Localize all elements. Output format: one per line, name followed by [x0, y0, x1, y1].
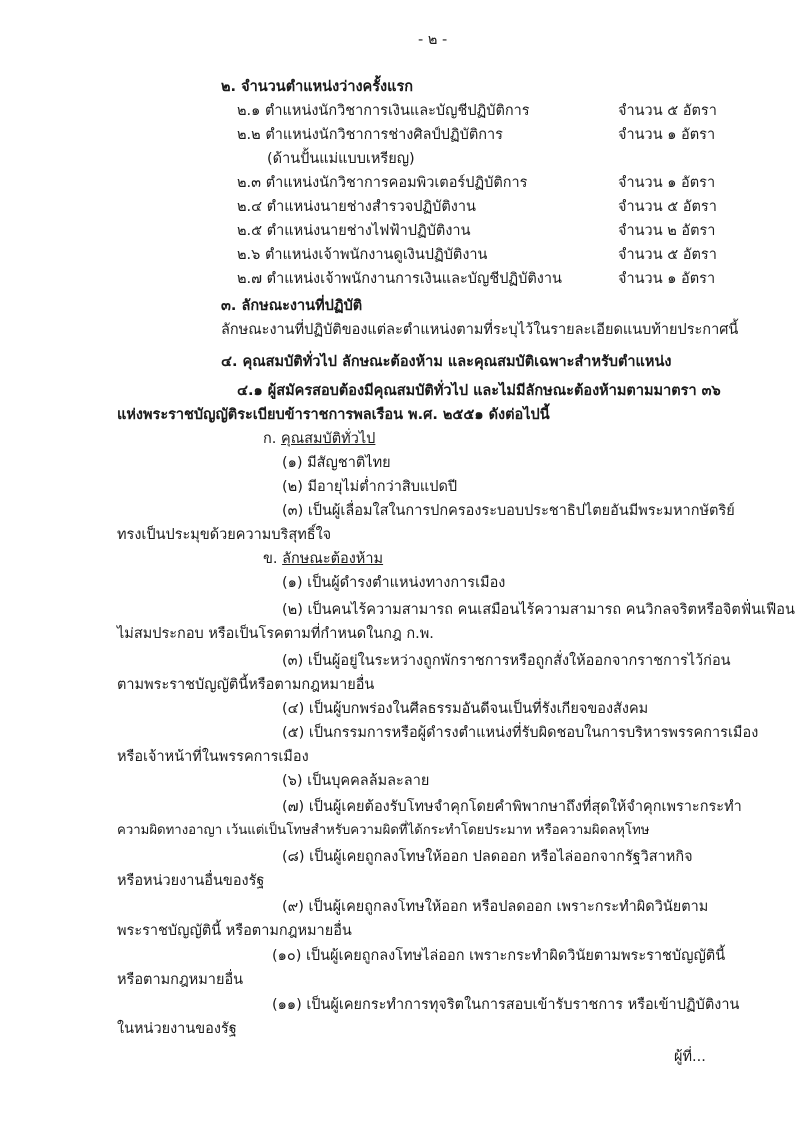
position-2-5-count: จำนวน ๒ อัตรา [618, 223, 716, 239]
general-item-1: (๑) มีสัญชาติไทย [282, 455, 391, 471]
prohibited-item-8b: หรือหน่วยงานอื่นของรัฐ [117, 873, 265, 889]
position-2-4-count: จำนวน ๕ อัตรา [618, 199, 717, 215]
prohibited-item-1: (๑) เป็นผู้ดำรงตำแหน่งทางการเมือง [282, 575, 506, 591]
prohibited-prefix: ข. [263, 551, 278, 567]
position-2-3-count: จำนวน ๑ อัตรา [618, 175, 716, 191]
section-2-heading: ๒. จำนวนตำแหน่งว่างครั้งแรก [221, 79, 414, 95]
general-qualifications-heading [263, 429, 375, 449]
general-item-2: (๒) มีอายุไม่ต่ำกว่าสิบแปดปี [282, 479, 458, 495]
prohibited-item-7b: ความผิดทางอาญา เว้นแต่เป็นโทษสำหรับความผิดที่ได้กระทำโดยประมาท หรือความผิดลหุโทษ [117, 823, 650, 838]
position-2-7-count: จำนวน ๑ อัตรา [618, 271, 716, 287]
prohibited-item-2b: ไม่สมประกอบ หรือเป็นโรคตามที่กำหนดในกฎ ก.พ. [117, 626, 434, 642]
prohibited-item-8a: (๘) เป็นผู้เคยถูกลงโทษให้ออก ปลดออก หรือไล่ออกจากรัฐวิสาหกิจ [282, 849, 693, 865]
position-2-2-label: ๒.๒ ตำแหน่งนักวิชาการช่างศิลป์ปฏิบัติการ [237, 127, 503, 143]
continuation-marker: ผู้ที่... [674, 1049, 706, 1065]
prohibited-item-4: (๔) เป็นผู้บกพร่องในศีลธรรมอันดีจนเป็นที่รังเกียจของสังคม [282, 701, 649, 717]
page-number: - ๒ - [418, 32, 448, 48]
section-3-heading: ๓. ลักษณะงานที่ปฏิบัติ [221, 298, 363, 314]
prohibited-item-6: (๖) เป็นบุคคลล้มละลาย [282, 773, 430, 789]
position-2-7-label: ๒.๗ ตำแหน่งเจ้าพนักงานการเงินและบัญชีปฏิบัติงาน [237, 271, 562, 287]
position-2-2-count: จำนวน ๑ อัตรา [618, 127, 716, 143]
position-2-3-label: ๒.๓ ตำแหน่งนักวิชาการคอมพิวเตอร์ปฏิบัติการ [237, 175, 528, 191]
position-2-5-label: ๒.๕ ตำแหน่งนายช่างไฟฟ้าปฏิบัติงาน [237, 223, 471, 239]
section-4-heading: ๔. คุณสมบัติทั่วไป ลักษณะต้องห้าม และคุณสมบัติเฉพาะสำหรับตำแหน่ง [221, 354, 672, 370]
prohibited-item-7a: (๗) เป็นผู้เคยต้องรับโทษจำคุกโดยคำพิพากษาถึงที่สุดให้จำคุกเพราะกระทำ [282, 799, 742, 815]
section-4-1-intro-line2: แห่งพระราชบัญญัติระเบียบข้าราชการพลเรือน พ.ศ. ๒๕๕๑ ดังต่อไปนี้ [117, 407, 550, 423]
general-item-3-cont: ทรงเป็นประมุขด้วยความบริสุทธิ์ใจ [117, 527, 332, 543]
prohibited-item-5b: หรือเจ้าหน้าที่ในพรรคการเมือง [117, 749, 309, 765]
position-2-6-label: ๒.๖ ตำแหน่งเจ้าพนักงานดูเงินปฏิบัติงาน [237, 247, 488, 263]
section-4-1-intro-line1: ๔.๑ ผู้สมัครสอบต้องมีคุณสมบัติทั่วไป และไม่มีลักษณะต้องห้ามตามมาตรา ๓๖ [237, 383, 721, 399]
prohibited-item-2a: (๒) เป็นคนไร้ความสามารถ คนเสมือนไร้ความสามารถ คนวิกลจริตหรือจิตฟั่นเฟือน [282, 602, 795, 618]
general-title: คุณสมบัติทั่วไป [281, 431, 376, 447]
prohibited-item-11a: (๑๑) เป็นผู้เคยกระทำการทุจริตในการสอบเข้ารับราชการ หรือเข้าปฏิบัติงาน [272, 997, 740, 1013]
prohibited-title: ลักษณะต้องห้าม [282, 551, 384, 567]
prohibited-item-10b: หรือตามกฎหมายอื่น [117, 972, 244, 988]
section-3-body: ลักษณะงานที่ปฏิบัติของแต่ละตำแหน่งตามที่ระบุไว้ในรายละเอียดแนบท้ายประกาศนี้ [221, 322, 739, 338]
prohibited-item-5a: (๕) เป็นกรรมการหรือผู้ดำรงตำแหน่งที่รับผิดชอบในการบริหารพรรคการเมือง [282, 725, 759, 741]
prohibited-item-10a: (๑๐) เป็นผู้เคยถูกลงโทษไล่ออก เพราะกระทำผิดวินัยตามพระราชบัญญัตินี้ [272, 948, 726, 964]
general-item-3: (๓) เป็นผู้เลื่อมใสในการปกครองระบอบประชาธิปไตยอันมีพระมหากษัตริย์ [282, 503, 735, 519]
position-2-2-sub: (ด้านปั้นแม่แบบเหรียญ) [267, 151, 415, 167]
prohibited-item-3a: (๓) เป็นผู้อยู่ในระหว่างถูกพักราชการหรือถูกสั่งให้ออกจากราชการไว้ก่อน [282, 653, 731, 669]
prohibited-item-3b: ตามพระราชบัญญัตินี้หรือตามกฎหมายอื่น [117, 677, 375, 693]
prohibited-item-9a: (๙) เป็นผู้เคยถูกลงโทษให้ออก หรือปลดออก เพราะกระทำผิดวินัยตาม [282, 899, 709, 915]
position-2-6-count: จำนวน ๕ อัตรา [618, 247, 717, 263]
prohibited-item-11b: ในหน่วยงานของรัฐ [117, 1021, 237, 1037]
position-2-1-label: ๒.๑ ตำแหน่งนักวิชาการเงินและบัญชีปฏิบัติการ [237, 103, 530, 119]
prohibited-heading [263, 549, 383, 569]
position-2-4-label: ๒.๔ ตำแหน่งนายช่างสำรวจปฏิบัติงาน [237, 199, 476, 215]
position-2-1-count: จำนวน ๕ อัตรา [618, 103, 717, 119]
general-prefix: ก. [263, 431, 277, 447]
prohibited-item-9b: พระราชบัญญัตินี้ หรือตามกฎหมายอื่น [117, 923, 352, 939]
